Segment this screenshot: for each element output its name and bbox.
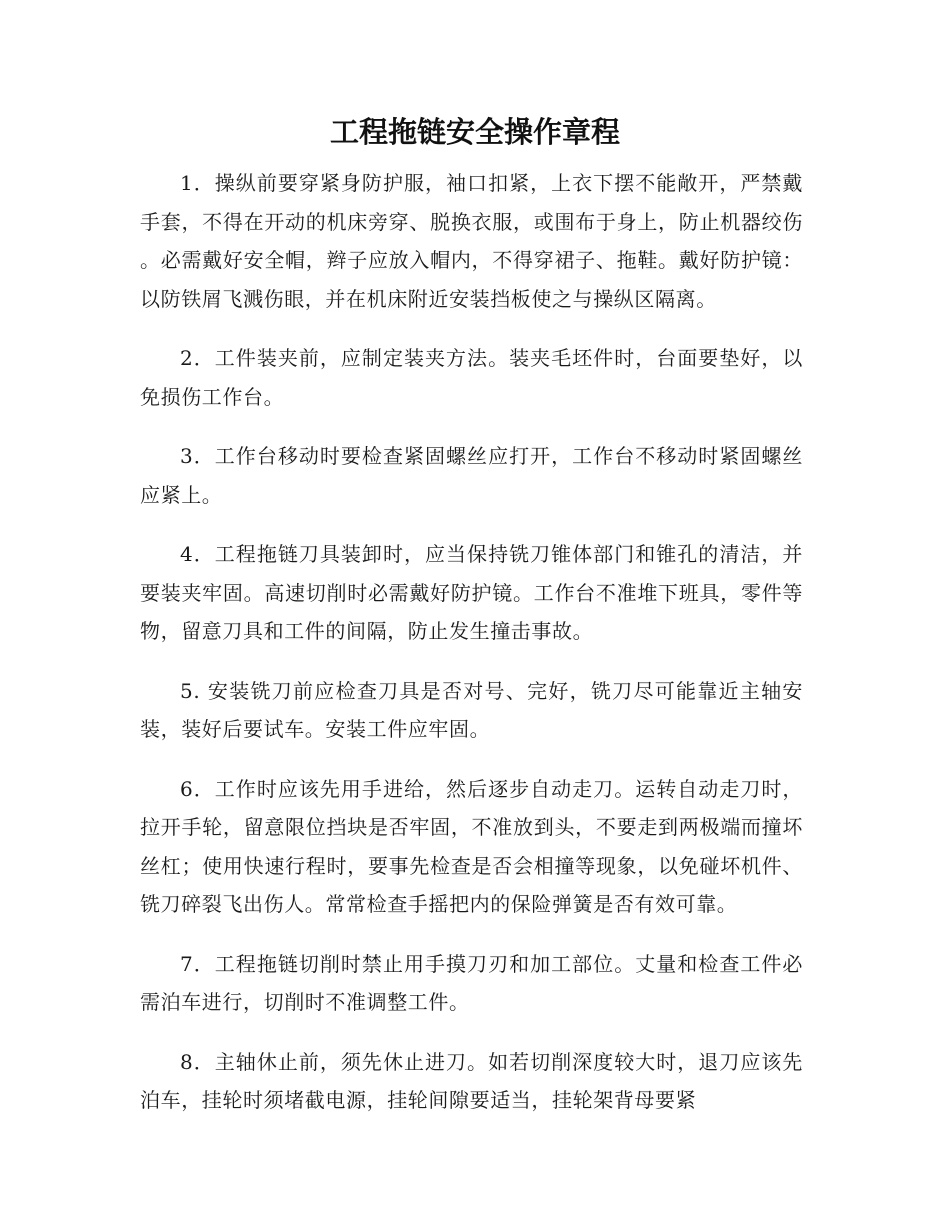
paragraph-6: 6．工作时应该先用手进给，然后逐步自动走刀。运转自动走刀时，拉开手轮，留意限位挡块是否牢固，不准放到头，不要走到两极端而撞坏丝杠；使用快速行程时，要事先检查是否会相撞等现象，以免碰坏机件、铣刀碎裂飞出伤人。常常检查手摇把内的保险弹簧是否有效可靠。 bbox=[140, 776, 803, 916]
paragraph-8: 8．主轴休止前，须先休止进刀。如若切削深度较大时，退刀应该先泊车，挂轮时须堵截电源，挂轮间隙要适当，挂轮架背母要紧 bbox=[140, 1049, 803, 1112]
paragraph-5: 5. 安装铣刀前应检查刀具是否对号、完好，铣刀尽可能靠近主轴安装，装好后要试车。安装工件应牢固。 bbox=[140, 678, 803, 741]
document-title: 工程拖链安全操作章程 bbox=[329, 115, 620, 149]
paragraph-1: 1．操纵前要穿紧身防护服，袖口扣紧，上衣下摆不能敞开，严禁戴手套，不得在开动的机床旁穿、脱换衣服，或围布于身上，防止机器绞伤。必需戴好安全帽，辫子应放入帽内，不得穿裙子、拖鞋。戴好防护镜：以防铁屑飞溅伤眼，并在机床附近安装挡板使之与操纵区隔离。 bbox=[140, 171, 803, 311]
paragraph-7: 7．工程拖链切削时禁止用手摸刀刃和加工部位。丈量和检查工件必需泊车进行，切削时不准调整工件。 bbox=[140, 951, 803, 1014]
document-body bbox=[140, 164, 803, 1120]
paragraph-4: 4．工程拖链刀具装卸时，应当保持铣刀锥体部门和锥孔的清洁，并要装夹牢固。高速切削时必需戴好防护镜。工作台不准堆下班具，零件等物，留意刀具和工件的间隔，防止发生撞击事故。 bbox=[140, 542, 803, 643]
paragraph-2: 2．工件装夹前，应制定装夹方法。装夹毛坯件时，台面要垫好，以免损伤工作台。 bbox=[140, 346, 803, 409]
paragraph-3: 3．工作台移动时要检查紧固螺丝应打开，工作台不移动时紧固螺丝应紧上。 bbox=[140, 444, 803, 507]
